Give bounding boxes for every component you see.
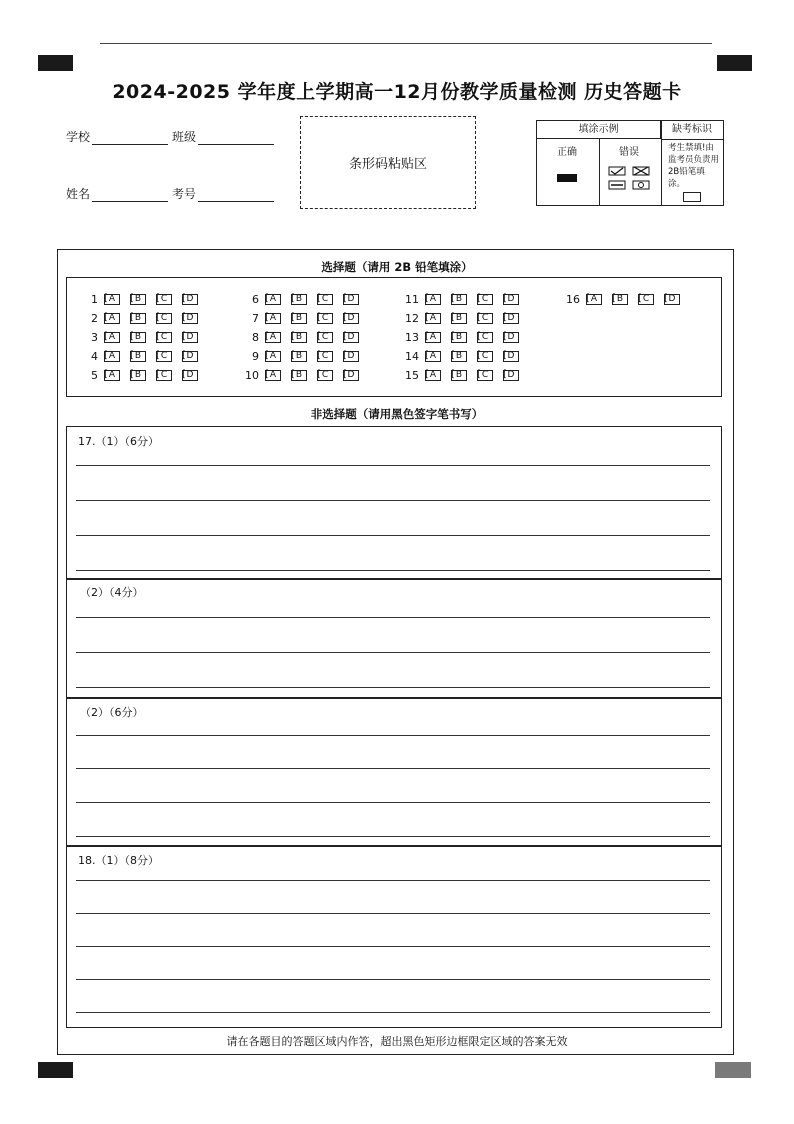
- option-bubble-a[interactable]: [ A: [425, 294, 441, 305]
- option-bubble-b[interactable]: [ B: [451, 332, 467, 343]
- class-input-line[interactable]: [198, 130, 274, 145]
- choice-question-10: [245, 369, 369, 382]
- school-input-line[interactable]: [92, 130, 168, 145]
- question-number: 3: [91, 331, 98, 344]
- wrong-fill-examples: [607, 165, 657, 195]
- option-bubble-b[interactable]: [ B: [291, 370, 307, 381]
- question-number: 9: [252, 350, 259, 363]
- question-number: 1: [91, 293, 98, 306]
- option-bubble-b[interactable]: [ B: [291, 351, 307, 362]
- writing-line[interactable]: [76, 1012, 710, 1013]
- option-bubble-b[interactable]: [ B: [451, 351, 467, 362]
- choice-question-15: [405, 369, 529, 382]
- option-bubble-d[interactable]: [ D: [343, 313, 359, 324]
- option-bubble-a[interactable]: [ A: [425, 370, 441, 381]
- question-number: 7: [252, 312, 259, 325]
- option-bubble-d[interactable]: [ D: [343, 370, 359, 381]
- option-bubble-a[interactable]: [ A: [265, 370, 281, 381]
- option-bubble-d[interactable]: [ D: [343, 332, 359, 343]
- writing-line[interactable]: [76, 535, 710, 536]
- choice-question-12: [405, 312, 529, 325]
- exam-no-field[interactable]: [172, 185, 274, 202]
- option-bubble-c[interactable]: [ C: [477, 294, 493, 305]
- option-bubble-d[interactable]: [ D: [182, 294, 198, 305]
- option-bubble-c[interactable]: [ C: [156, 332, 172, 343]
- question-number: 14: [405, 350, 419, 363]
- legend-divider: [599, 139, 600, 205]
- writing-line[interactable]: [76, 946, 710, 947]
- option-bubble-d[interactable]: [ D: [503, 332, 519, 343]
- option-bubble-d[interactable]: [ D: [343, 294, 359, 305]
- option-bubble-d[interactable]: [ D: [182, 313, 198, 324]
- absent-mark-box[interactable]: [683, 192, 701, 202]
- option-bubble-a[interactable]: [ A: [104, 370, 120, 381]
- choice-question-9: [245, 350, 369, 363]
- option-bubble-c[interactable]: [ C: [317, 294, 333, 305]
- choice-question-16: [566, 293, 690, 306]
- name-field[interactable]: [66, 185, 168, 202]
- option-bubble-c[interactable]: [ C: [477, 370, 493, 381]
- writing-line[interactable]: [76, 735, 710, 736]
- option-bubble-c[interactable]: [ C: [156, 370, 172, 381]
- fill-legend: [536, 120, 724, 206]
- option-bubble-b[interactable]: [ B: [451, 294, 467, 305]
- footer-notice: 请在各题目的答题区域内作答，超出黑色矩形边框限定区域的答案无效: [226, 1035, 568, 1048]
- writing-line[interactable]: [76, 500, 710, 501]
- legend-title: 填涂示例: [537, 121, 661, 139]
- option-bubble-b[interactable]: [ B: [451, 370, 467, 381]
- option-bubble-b[interactable]: [ B: [451, 313, 467, 324]
- school-label: 学校: [66, 130, 91, 144]
- option-bubble-d[interactable]: [ D: [343, 351, 359, 362]
- option-bubble-c[interactable]: [ C: [317, 332, 333, 343]
- option-bubble-a[interactable]: [ A: [265, 332, 281, 343]
- question-number: 15: [405, 369, 419, 382]
- option-bubble-c[interactable]: [ C: [477, 332, 493, 343]
- option-bubble-b[interactable]: [ B: [291, 332, 307, 343]
- option-bubble-b[interactable]: [ B: [130, 332, 146, 343]
- nonchoice-answer-area: [66, 426, 722, 1028]
- option-bubble-d[interactable]: [ D: [503, 313, 519, 324]
- name-input-line[interactable]: [92, 187, 168, 202]
- question-17-3-label: （2）（6分）: [80, 706, 144, 719]
- exam-no-input-line[interactable]: [198, 187, 274, 202]
- writing-line[interactable]: [76, 768, 710, 769]
- writing-line[interactable]: [76, 913, 710, 914]
- option-bubble-c[interactable]: [ C: [317, 313, 333, 324]
- correct-fill-example: [557, 174, 577, 182]
- writing-line[interactable]: [76, 836, 710, 837]
- option-bubble-b[interactable]: [ B: [612, 294, 628, 305]
- question-number: 12: [405, 312, 419, 325]
- option-bubble-a[interactable]: [ A: [425, 332, 441, 343]
- writing-line[interactable]: [76, 570, 710, 571]
- writing-line[interactable]: [76, 802, 710, 803]
- option-bubble-b[interactable]: [ B: [291, 313, 307, 324]
- option-bubble-b[interactable]: [ B: [130, 294, 146, 305]
- option-bubble-b[interactable]: [ B: [130, 351, 146, 362]
- question-number: 10: [245, 369, 259, 382]
- option-bubble-d[interactable]: [ D: [182, 370, 198, 381]
- question-number: 11: [405, 293, 419, 306]
- writing-line[interactable]: [76, 652, 710, 653]
- choice-question-11: [405, 293, 529, 306]
- question-number: 2: [91, 312, 98, 325]
- question-number: 6: [252, 293, 259, 306]
- question-18-1-label: 18.（1）（8分）: [78, 854, 159, 867]
- choice-section-title: 选择题（请用 2B 铅笔填涂）: [321, 260, 473, 274]
- exam-no-label: 考号: [172, 187, 197, 201]
- option-bubble-d[interactable]: [ D: [503, 351, 519, 362]
- option-bubble-d[interactable]: [ D: [503, 294, 519, 305]
- choice-question-5: [84, 369, 208, 382]
- writing-line[interactable]: [76, 687, 710, 688]
- option-bubble-a[interactable]: [ A: [586, 294, 602, 305]
- option-bubble-c[interactable]: [ C: [638, 294, 654, 305]
- option-bubble-a[interactable]: [ A: [104, 313, 120, 324]
- option-bubble-c[interactable]: [ C: [477, 351, 493, 362]
- choice-question-8: [245, 331, 369, 344]
- choice-question-1: [84, 293, 208, 306]
- writing-line[interactable]: [76, 979, 710, 980]
- option-bubble-a[interactable]: [ A: [265, 351, 281, 362]
- question-number: 13: [405, 331, 419, 344]
- absent-mark-note: 考生禁填!由监考员负责用2B铅笔填涂。: [668, 143, 720, 189]
- top-rule: [100, 43, 712, 44]
- writing-line[interactable]: [76, 617, 710, 618]
- registration-mark-bottom-right: [715, 1062, 751, 1078]
- option-bubble-c[interactable]: [ C: [477, 313, 493, 324]
- option-bubble-c[interactable]: [ C: [156, 351, 172, 362]
- option-bubble-c[interactable]: [ C: [317, 351, 333, 362]
- choice-question-7: [245, 312, 369, 325]
- registration-mark-top-left: [38, 55, 73, 71]
- class-field[interactable]: [172, 128, 274, 145]
- option-bubble-c[interactable]: [ C: [156, 313, 172, 324]
- option-bubble-a[interactable]: [ A: [425, 351, 441, 362]
- option-bubble-a[interactable]: [ A: [104, 294, 120, 305]
- option-bubble-c[interactable]: [ C: [317, 370, 333, 381]
- option-bubble-a[interactable]: [ A: [265, 294, 281, 305]
- barcode-area: [300, 116, 476, 209]
- wrong-label: 错误: [619, 147, 639, 158]
- option-bubble-c[interactable]: [ C: [156, 294, 172, 305]
- question-17-1-label: 17.（1）（6分）: [78, 435, 159, 448]
- class-label: 班级: [172, 130, 197, 144]
- page-title: 2024-2025 学年度上学期高一12月份教学质量检测 历史答题卡: [112, 81, 682, 103]
- choice-question-3: [84, 331, 208, 344]
- option-bubble-a[interactable]: [ A: [265, 313, 281, 324]
- choice-question-2: [84, 312, 208, 325]
- choice-question-14: [405, 350, 529, 363]
- writing-line[interactable]: [76, 880, 710, 881]
- absent-mark-title: 缺考标识: [661, 121, 723, 140]
- option-bubble-a[interactable]: [ A: [104, 351, 120, 362]
- writing-line[interactable]: [76, 465, 710, 466]
- choice-question-4: [84, 350, 208, 363]
- question-17-2-label: （2）（4分）: [80, 586, 144, 599]
- option-bubble-b[interactable]: [ B: [291, 294, 307, 305]
- name-label: 姓名: [66, 187, 91, 201]
- question-number: 5: [91, 369, 98, 382]
- option-bubble-d[interactable]: [ D: [182, 351, 198, 362]
- option-bubble-d[interactable]: [ D: [664, 294, 680, 305]
- registration-mark-top-right: [717, 55, 752, 71]
- option-bubble-b[interactable]: [ B: [130, 313, 146, 324]
- choice-question-6: [245, 293, 369, 306]
- nonchoice-section-title: 非选择题（请用黑色签字笔书写）: [310, 407, 484, 421]
- registration-mark-bottom-left: [38, 1062, 73, 1078]
- school-field[interactable]: [66, 128, 168, 145]
- question-number: 16: [566, 293, 580, 306]
- option-bubble-b[interactable]: [ B: [130, 370, 146, 381]
- question-number: 4: [91, 350, 98, 363]
- option-bubble-d[interactable]: [ D: [503, 370, 519, 381]
- option-bubble-a[interactable]: [ A: [104, 332, 120, 343]
- choice-question-13: [405, 331, 529, 344]
- option-bubble-a[interactable]: [ A: [425, 313, 441, 324]
- option-bubble-d[interactable]: [ D: [182, 332, 198, 343]
- barcode-label: 条形码粘贴区: [348, 157, 427, 172]
- correct-label: 正确: [557, 147, 577, 158]
- question-number: 8: [252, 331, 259, 344]
